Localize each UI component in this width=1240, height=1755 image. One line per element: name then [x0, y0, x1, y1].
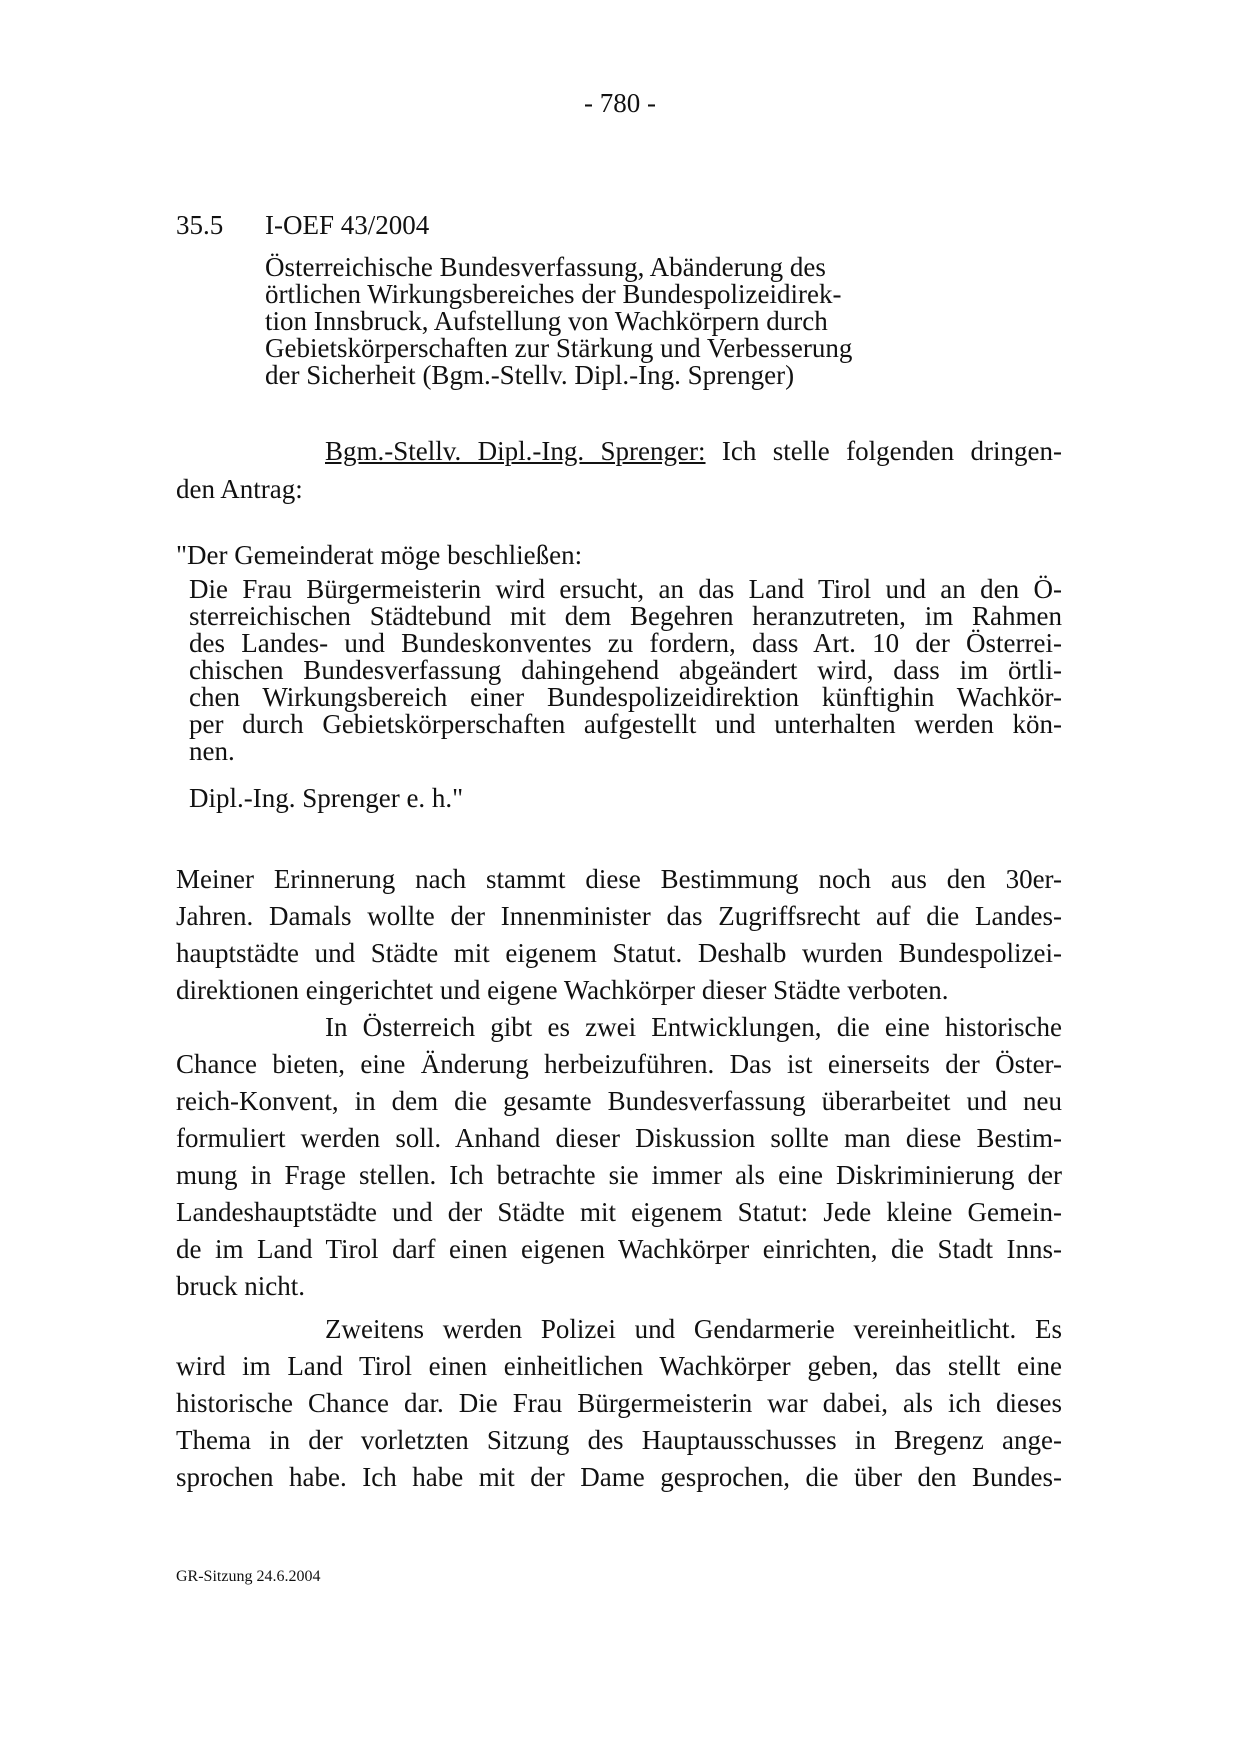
page-footer: GR-Sitzung 24.6.2004 — [176, 1568, 321, 1585]
page-number: - 780 - — [584, 88, 656, 118]
text-line: direktionen eingerichtet und eigene Wachkörper dieser Städte verboten. — [176, 975, 949, 1005]
text-line: Meiner Erinnerung nach stammt diese Bestimmung noch aus den 30er- — [176, 864, 1062, 894]
speaker-name: Bgm.-Stellv. Dipl.-Ing. Sprenger: — [325, 436, 706, 466]
quote-line: nen. — [189, 736, 235, 766]
motion-intro-text: Ich stelle folgenden dringen- — [705, 436, 1062, 466]
motion-intro-line: den Antrag: — [176, 474, 303, 504]
text-line: In Österreich gibt es zwei Entwicklungen, die eine historische — [325, 1012, 1062, 1042]
quote-opening: "Der Gemeinderat möge beschließen: — [176, 540, 583, 570]
paragraph-3 — [176, 1311, 1062, 1496]
paragraph-2 — [176, 1009, 1062, 1305]
agenda-title — [265, 254, 985, 389]
text-line: wird im Land Tirol einen einheitlichen Wachkörper geben, das stellt eine — [176, 1351, 1062, 1381]
quote-line: per durch Gebietskörperschaften aufgestellt und unterhalten werden kön- — [189, 709, 1062, 739]
motion-intro — [176, 432, 1062, 508]
motion-intro-line — [176, 432, 1062, 470]
text-line: Chance bieten, eine Änderung herbeizuführen. Das ist einerseits der Öster- — [176, 1049, 1062, 1079]
speech-text — [176, 861, 1062, 1496]
agenda-reference: I-OEF 43/2004 — [265, 210, 430, 240]
text-line: mung in Frage stellen. Ich betrachte sie immer als eine Diskriminierung der — [176, 1160, 1062, 1190]
agenda-title-line: Gebietskörperschaften zur Stärkung und Verbesserung — [265, 333, 853, 363]
agenda-title-line: tion Innsbruck, Aufstellung von Wachkörpern durch — [265, 306, 828, 336]
agenda-title-line: der Sicherheit (Bgm.-Stellv. Dipl.-Ing. Sprenger) — [265, 360, 795, 390]
paragraph-1 — [176, 861, 1062, 1009]
text-line: reich-Konvent, in dem die gesamte Bundesverfassung überarbeitet und neu — [176, 1086, 1062, 1116]
agenda-title-line: Österreichische Bundesverfassung, Abänderung des — [265, 252, 826, 282]
text-line: formuliert werden soll. Anhand dieser Diskussion sollte man diese Bestim- — [176, 1123, 1062, 1153]
quote-line: chen Wirkungsbereich einer Bundespolizeidirektion künftighin Wachkör- — [189, 682, 1062, 712]
agenda-heading — [176, 208, 429, 242]
quote-line: Die Frau Bürgermeisterin wird ersucht, an das Land Tirol und an den Ö- — [189, 574, 1062, 604]
quote-line: chischen Bundesverfassung dahingehend abgeändert wird, dass im örtli- — [189, 655, 1062, 685]
quote-line: sterreichischen Städtebund mit dem Begehren heranzutreten, im Rahmen — [189, 601, 1062, 631]
text-line: Thema in der vorletzten Sitzung des Hauptausschusses in Bregenz ange- — [176, 1425, 1062, 1455]
text-line: de im Land Tirol darf einen eigenen Wachkörper einrichten, die Stadt Inns- — [176, 1234, 1062, 1264]
text-line: sprochen habe. Ich habe mit der Dame gesprochen, die über den Bundes- — [176, 1462, 1062, 1492]
motion-quote — [189, 576, 1062, 765]
agenda-title-line: örtlichen Wirkungsbereiches der Bundespolizeidirek- — [265, 279, 842, 309]
text-line: Jahren. Damals wollte der Innenminister das Zugriffsrecht auf die Landes- — [176, 901, 1062, 931]
quote-signature: Dipl.-Ing. Sprenger e. h." — [189, 783, 464, 813]
agenda-number: 35.5 — [176, 210, 224, 240]
text-line: historische Chance dar. Die Frau Bürgermeisterin war dabei, als ich dieses — [176, 1388, 1062, 1418]
quote-line: des Landes- und Bundeskonventes zu fordern, dass Art. 10 der Österrei- — [189, 628, 1062, 658]
text-line: Zweitens werden Polizei und Gendarmerie vereinheitlicht. Es — [325, 1314, 1062, 1344]
text-line: Landeshauptstädte und der Städte mit eigenem Statut: Jede kleine Gemein- — [176, 1197, 1062, 1227]
text-line: hauptstädte und Städte mit eigenem Statut. Deshalb wurden Bundespolizei- — [176, 938, 1062, 968]
text-line: bruck nicht. — [176, 1271, 305, 1301]
